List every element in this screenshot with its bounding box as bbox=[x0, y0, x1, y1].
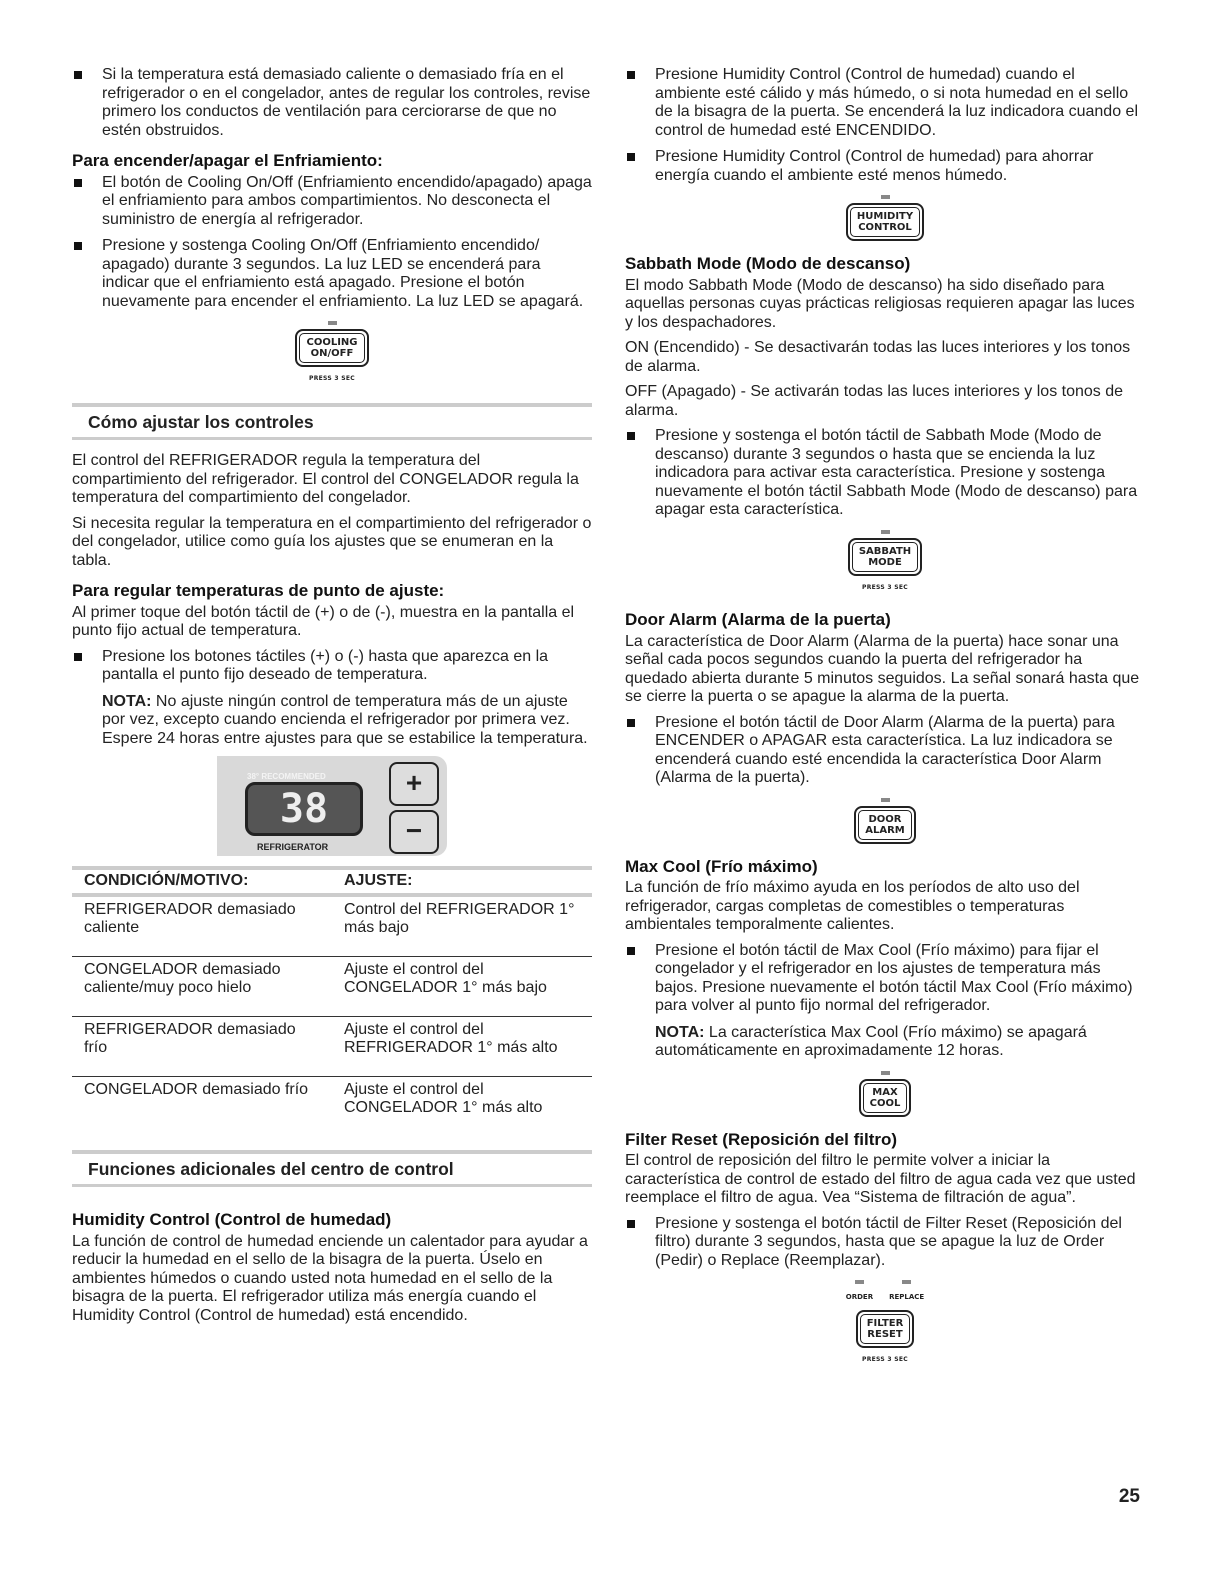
button-label: ALARM bbox=[865, 824, 905, 836]
paragraph: El control del REFRIGERADOR regula la temperatura del compartimiento del refrigerador. El control del CONGELADOR regula la temperatura del compartimiento del congelador. bbox=[72, 452, 579, 506]
heading-setpoint: Para regular temperaturas de punto de ajuste: bbox=[72, 581, 445, 600]
paragraph: ON (Encendido) - Se desactivarán todas las luces interiores y los tonos de alarma. bbox=[625, 339, 1131, 375]
paragraph: Al primer toque del botón táctil de (+) o de (-), muestra en la pantalla el punto fijo actual de temperatura. bbox=[72, 603, 575, 639]
section-functions: Funciones adicionales del centro de control bbox=[72, 1150, 592, 1188]
note bbox=[625, 1024, 1145, 1061]
bullet: Presione Humidity Control (Control de humedad) cuando el ambiente esté cálido y más húmedo, o si nota humedad en el sello de la bisagra de la puerta. Se encenderá la luz indicadora cuando el control de humedad esté ENCENDIDO. bbox=[625, 66, 1145, 140]
button-label: MODE bbox=[868, 556, 902, 568]
refrigerator-label: REFRIGERATOR bbox=[257, 842, 329, 852]
cooling-button-illustration bbox=[72, 321, 592, 389]
paragraph: El modo Sabbath Mode (Modo de descanso) ha sido diseñado para aquellas personas cuyas prácticas religiosas requieren apagar las luces y los despachadores. bbox=[625, 276, 1135, 331]
press-label: PRESS 3 SEC bbox=[862, 1355, 908, 1363]
table-row bbox=[72, 1076, 592, 1136]
button-label: HUMIDITY bbox=[856, 211, 914, 222]
paragraph: La función de control de humedad enciende un calentador para ayudar a reducir la humedad en el sello de la bisagra de la puerta. Úselo en ambientes húmedos o cuando usted nota humedad en el sello de la bisagra de la puerta. El refrigerador utiliza más energía cuando el Humidity Control (Control de humedad) está encendido. bbox=[72, 1232, 588, 1324]
button-label: ON/OFF bbox=[310, 348, 354, 359]
table-cell: Ajuste el control del REFRIGERADOR 1° más alto bbox=[332, 1016, 592, 1076]
max-cool-button-illustration bbox=[625, 1071, 1145, 1117]
table-cell: REFRIGERADOR demasiado caliente bbox=[72, 895, 332, 957]
paragraph: El control de reposición del filtro le permite volver a iniciar la característica de control de estado del filtro de agua cada vez que usted reemplace el filtro de agua. Vea “Sistema de filtración de agua”. bbox=[625, 1152, 1136, 1206]
heading-humidity: Humidity Control (Control de humedad) bbox=[72, 1210, 392, 1229]
replace-led-icon bbox=[902, 1280, 911, 1284]
led-icon bbox=[881, 1071, 890, 1075]
button-label: CONTROL bbox=[858, 222, 912, 233]
note-label: NOTA: bbox=[102, 692, 152, 710]
paragraph: La característica de Door Alarm (Alarma de la puerta) hace sonar una señal cada pocos segundos cuando la puerta del refrigerador ha quedado abierta durante 5 minutos seguidos. La señal sonará hasta que se cierre la puerta o se apague la alarma de la puerta. bbox=[625, 632, 1140, 705]
recommended-label: 38° RECOMMENDED bbox=[247, 772, 326, 781]
bullet: Presione el botón táctil de Door Alarm (Alarma de la puerta) para ENCENDER o APAGAR esta característica. La luz indicadora se encenderá cuando esté encendida la característica Door Alarm (Alarma de la puerta). bbox=[625, 714, 1145, 788]
order-led-icon bbox=[855, 1280, 864, 1284]
press-label: PRESS 3 SEC bbox=[309, 375, 355, 382]
paragraph: La función de frío máximo ayuda en los períodos de alto uso del refrigerador, cargas completas de comestibles o temperaturas ambientales temporalmente calientes. bbox=[625, 879, 1080, 933]
note-label: NOTA: bbox=[655, 1023, 705, 1041]
bullet: Presione y sostenga el botón táctil de Sabbath Mode (Modo de descanso) durante 3 segundos o hasta que se encienda la luz indicadora para activar esta característica. Presione y sostenga nuevamente el botón táctil Sabbath Mode (Modo de descanso) para apagar esta característica. bbox=[625, 427, 1145, 520]
led-icon bbox=[881, 798, 890, 802]
section-controls: Cómo ajustar los controles bbox=[72, 403, 592, 441]
bullet: Presione y sostenga Cooling On/Off (Enfriamiento encendido/ apagado) durante 3 segundos. La luz LED se encenderá para indicar que el enfriamiento está apagado. Presione el botón nuevamente para encender el enfriamiento. La luz LED se apagará. bbox=[72, 237, 592, 311]
humidity-button-illustration bbox=[625, 195, 1145, 241]
heading-filter-reset: Filter Reset (Reposición del filtro) bbox=[625, 1129, 898, 1149]
heading-max-cool: Max Cool (Frío máximo) bbox=[625, 856, 818, 876]
bullet: Presione Humidity Control (Control de humedad) para ahorrar energía cuando el ambiente esté menos húmedo. bbox=[625, 148, 1145, 185]
note bbox=[72, 693, 592, 749]
button-label: COOLING bbox=[306, 337, 358, 348]
led-icon bbox=[328, 321, 337, 325]
table-cell: REFRIGERADOR demasiado frío bbox=[72, 1016, 332, 1076]
button-label: DOOR bbox=[868, 813, 902, 825]
plus-icon: + bbox=[389, 762, 439, 806]
replace-label: REPLACE bbox=[889, 1293, 925, 1301]
control-panel-illustration bbox=[217, 756, 447, 856]
bullet: Presione los botones táctiles (+) o (-) hasta que aparezca en la pantalla el punto fijo deseado de temperatura. bbox=[72, 648, 592, 685]
table-cell: CONGELADOR demasiado frío bbox=[84, 1080, 309, 1098]
sabbath-button-illustration bbox=[625, 530, 1145, 598]
heading-cooling: Para encender/apagar el Enfriamiento: bbox=[72, 151, 383, 170]
paragraph: OFF (Apagado) - Se activarán todas las luces interiores y los tonos de alarma. bbox=[625, 383, 1124, 419]
button-label: MAX bbox=[872, 1086, 898, 1098]
table-cell: Ajuste el control del CONGELADOR 1° más bajo bbox=[332, 956, 592, 1016]
table-row bbox=[72, 956, 592, 1016]
table-cell: Ajuste el control del CONGELADOR 1° más alto bbox=[344, 1080, 543, 1116]
table-row bbox=[72, 1016, 592, 1076]
filter-reset-button-illustration bbox=[625, 1280, 1145, 1369]
bullet: Presione el botón táctil de Max Cool (Frío máximo) para fijar el congelador y el refrigerador en los ajustes de temperatura más bajos. Presione nuevamente el botón táctil Max Cool (Frío máximo) para volver al punto fijo normal del refrigerador. bbox=[625, 942, 1145, 1016]
table-header: CONDICIÓN/MOTIVO: bbox=[72, 868, 332, 895]
heading-door-alarm: Door Alarm (Alarma de la puerta) bbox=[625, 610, 891, 629]
order-label: ORDER bbox=[845, 1293, 874, 1301]
button-label: RESET bbox=[867, 1328, 903, 1340]
press-label: PRESS 3 SEC bbox=[862, 583, 908, 591]
temperature-display: 38 bbox=[245, 782, 363, 836]
table-cell: CONGELADOR demasiado caliente/muy poco hielo bbox=[72, 956, 332, 1016]
button-label: SABBATH bbox=[858, 545, 912, 557]
bullet: El botón de Cooling On/Off (Enfriamiento encendido/apagado) apaga el enfriamiento para ambos compartimientos. No desconecta el suministro de energía al refrigerador. bbox=[72, 174, 592, 230]
page-number: 25 bbox=[1118, 1486, 1140, 1507]
table-header: AJUSTE: bbox=[332, 868, 592, 895]
table-cell: Control del REFRIGERADOR 1° más bajo bbox=[332, 895, 592, 957]
led-icon bbox=[881, 530, 890, 534]
led-icon bbox=[881, 195, 890, 199]
settings-table bbox=[72, 866, 592, 1136]
table-row bbox=[72, 895, 592, 957]
minus-icon: − bbox=[389, 810, 439, 854]
paragraph: Si necesita regular la temperatura en el compartimiento del refrigerador o del congelador, utilice como guía los ajustes que se enumeran en la tabla. bbox=[72, 514, 592, 569]
right-column bbox=[625, 66, 1145, 1383]
heading-sabbath: Sabbath Mode (Modo de descanso) bbox=[625, 254, 911, 273]
left-column bbox=[72, 66, 592, 1332]
note-text: No ajuste ningún control de temperatura más de un ajuste por vez, excepto cuando encienda el refrigerador por primera vez. Espere 24 horas entre ajustes para que se estabilice la temperatura. bbox=[102, 692, 588, 747]
button-label: FILTER bbox=[866, 1317, 904, 1329]
door-alarm-button-illustration bbox=[625, 798, 1145, 844]
bullet: Presione y sostenga el botón táctil de Filter Reset (Reposición del filtro) durante 3 segundos, hasta que se apague la luz de Order (Pedir) o Replace (Reemplazar). bbox=[625, 1215, 1145, 1271]
bullet: Si la temperatura está demasiado caliente o demasiado fría en el refrigerador o en el congelador, antes de regular los controles, revise primero los conductos de ventilación para cerciorarse de que no estén obstruidos. bbox=[72, 66, 592, 140]
note-text: La característica Max Cool (Frío máximo) se apagará automáticamente en aproximadamente 12 horas. bbox=[655, 1023, 1087, 1059]
button-label: COOL bbox=[869, 1097, 901, 1109]
